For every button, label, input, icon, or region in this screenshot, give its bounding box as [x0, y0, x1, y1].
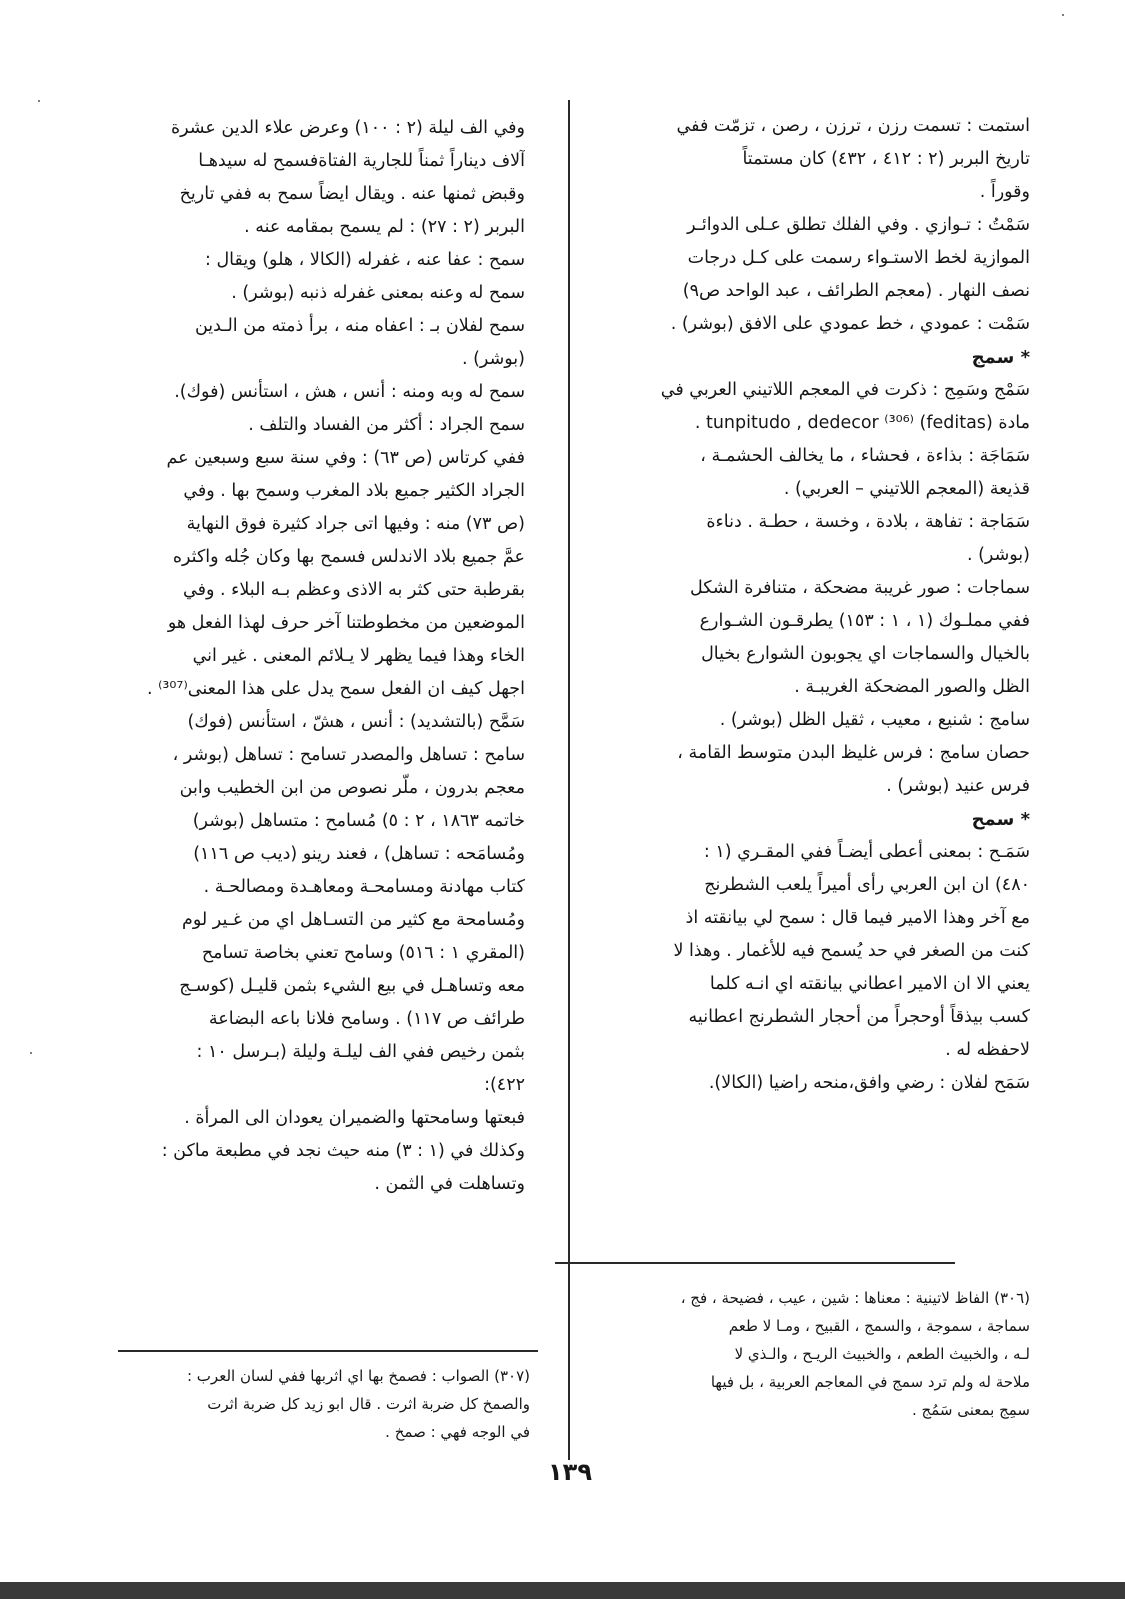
left-column: [95, 112, 525, 1201]
text-line: ٤٢٢):: [484, 1075, 525, 1095]
text-line: سمح له وبه ومنه : أنس ، هش ، استأنس (فوك).: [174, 382, 525, 402]
text-line: بقرطبة حتى كثر به الاذى وعظم بـه البلاء . وفي: [183, 580, 525, 600]
text-line: كنت من الصغر في حد يُسمح فيه للأغمار . وهذا لا: [673, 941, 1030, 961]
text-line: ففي كرتاس (ص ٦٣) : وفي سنة سبع وسبعين عم: [166, 448, 525, 468]
text-line: ففي مملـوك (١ ، ١ : ١٥٣) يطرقـون الشـوارع: [699, 611, 1030, 631]
text-line: يعني الا ان الامير اعطاني بيانقته اي انـه كلما: [709, 974, 1030, 994]
text-line: (ص ٧٣) منه : وفيها اتى جراد كثيرة فوق النهاية: [186, 514, 525, 534]
text-line: حصان سامج : فرس غليظ البدن متوسط القامة ،: [677, 743, 1030, 763]
section-heading: * سمج: [971, 347, 1030, 368]
scan-bottom-edge: [0, 1582, 1125, 1599]
scan-speck: [30, 1052, 32, 1054]
text-line: مادة (feditas) tunpitudo , dedecor ⁽³⁰⁶⁾ .: [694, 413, 1030, 433]
text-line: اجهل كيف ان الفعل سمح يدل على هذا المعنى⁽³⁰⁷⁾ .: [146, 679, 525, 699]
text-line: سَمَـح : بمعنى أعطى أيضـاً ففي المقـري (١ :: [703, 842, 1030, 862]
text-line: مع آخر وهذا الامير فيما قال : سمح لي بيانقته اذ: [685, 908, 1030, 928]
text-line: سمح له وعنه بمعنى غفرله ذنبه (بوشر) .: [231, 283, 525, 303]
text-line: (بوشر) .: [966, 545, 1030, 565]
text-line: خاتمه ١٨٦٣ ، ٢ : ٥) مُسامح : متساهل (بوشر): [192, 811, 525, 831]
footnote-line: سمِج بمعنى سَمُج .: [911, 1401, 1030, 1419]
text-line: نصف النهار . (معجم الطرائف ، عبد الواحد ص٩): [682, 281, 1030, 301]
text-line: ومُسامَحه : تساهل) ، فعند رينو (ديب ص ١١٦): [193, 844, 525, 864]
footnote-left: [90, 1362, 530, 1446]
text-line: وفي الف ليلة (٢ : ١٠٠) وعرض علاء الدين عشرة: [170, 118, 525, 138]
text-line: لاحفظه له .: [945, 1040, 1030, 1060]
text-line: وقوراً .: [979, 182, 1030, 202]
text-line: سَمَّح (بالتشديد) : أنس ، هشّ ، استأنس (فوك): [187, 712, 525, 732]
text-line: سَمَح لفلان : رضي وافق،منحه راضيا (الكالا).: [708, 1073, 1030, 1093]
footnote-line: (٣٠٦) الفاظ لاتينية : معناها : شين ، عيب ، فضيحة ، فج ،: [680, 1289, 1030, 1307]
text-line: كسب بيذقاً أوحجراً من أحجار الشطرنج اعطانيه: [688, 1007, 1030, 1027]
text-line: وتساهلت في الثمن .: [374, 1174, 525, 1194]
text-line: كتاب مهادنة ومسامحـة ومعاهـدة ومصالحـة .: [203, 877, 525, 897]
text-line: سَمَاجَة : بذاءة ، فحشاء ، ما يخالف الحشمـة ،: [700, 446, 1030, 466]
footnote-right: [575, 1284, 1030, 1424]
text-line: آلاف ديناراً ثمناً للجارية الفتاةفسمح له سيدهـا: [198, 151, 525, 171]
text-line: سمح لفلان بـ : اعفاه منه ، برأ ذمته من الـدين: [194, 316, 525, 336]
text-line: ومُسامحة مع كثير من التسـاهل اي من غـير لوم: [182, 910, 525, 930]
footnote-line: لـه ، والخبيث الطعم ، والخبيث الريـح ، والـذي لا: [734, 1345, 1030, 1363]
footnote-rule-right: [555, 1262, 955, 1264]
text-line: بالخيال والسماجات اي يجوبون الشوارع بخيال: [701, 644, 1030, 664]
right-column: [590, 110, 1030, 1100]
text-line: الموازية لخط الاستـواء رسمت على كـل درجات: [687, 248, 1030, 268]
text-line: الظل والصور المضحكة الغريبـة .: [794, 677, 1030, 697]
footnote-line: ملاحة له ولم ترد سمج في المعاجم العربية ، بل فيها: [710, 1373, 1030, 1391]
text-line: معجم بدرون ، ملّر نصوص من ابن الخطيب وابن: [179, 778, 525, 798]
text-line: بثمن رخيص ففي الف ليلـة وليلة (بـرسل ١٠ :: [196, 1042, 525, 1062]
page-number: ١٣٩: [548, 1458, 592, 1486]
footnote-line: سماجة ، سموجة ، والسمج ، القبيح ، ومـا لا طعم: [728, 1317, 1030, 1335]
text-line: قذيعة (المعجم اللاتيني – العربي) .: [783, 479, 1030, 499]
footnote-line: (٣٠٧) الصواب : فصمخ بها اي اثربها ففي لسان العرب :: [186, 1367, 530, 1385]
footnote-rule-left: [118, 1350, 538, 1352]
text-line: (بوشر) .: [461, 349, 525, 369]
text-line: سمح الجراد : أكثر من الفساد والتلف .: [248, 415, 525, 435]
scan-speck: [1062, 14, 1064, 16]
text-line: سامح : تساهل والمصدر تسامح : تساهل (بوشر ،: [172, 745, 525, 765]
text-line: معه وتساهـل في بيع الشيء بثمن قليـل (كوسـج: [179, 976, 525, 996]
text-line: سَمْج وسَمِج : ذكرت في المعجم اللاتيني العربي في: [660, 380, 1030, 400]
text-line: ٤٨٠) ان ابن العربي رأى أميراً يلعب الشطرنج: [704, 875, 1030, 895]
scan-speck: [38, 100, 40, 102]
text-line: استمت : تسمت رزن ، ترزن ، رصن ، تزمّت ففي: [676, 116, 1030, 136]
footnote-line: في الوجه فهي : صمخ .: [385, 1423, 530, 1441]
text-line: وقبض ثمنها عنه . ويقال ايضاً سمح به ففي تاريخ: [179, 184, 525, 204]
section-heading: * سمح: [971, 809, 1030, 830]
text-line: سمح : عفا عنه ، غفرله (الكالا ، هلو) ويقال :: [204, 250, 525, 270]
text-line: الخاء وهذا فيما يظهر لا يـلائم المعنى . غير اني: [192, 646, 525, 666]
text-line: سَمْت : عمودي ، خط عمودي على الافق (بوشر) .: [670, 314, 1030, 334]
text-line: سامج : شنيع ، معيب ، ثقيل الظل (بوشر) .: [719, 710, 1030, 730]
text-line: سَمْتُ : تـوازي . وفي الفلك تطلق عـلى الدوائـر: [687, 215, 1030, 235]
text-line: الموضعين من مخطوطتنا آخر حرف لهذا الفعل هو: [167, 613, 525, 633]
column-divider: [568, 100, 570, 1460]
text-line: طرائف ص ١١٧) . وسامح فلانا باعه البضاعة: [208, 1009, 525, 1029]
text-line: فرس عنيد (بوشر) .: [886, 776, 1030, 796]
text-line: البربر (٢ : ٢٧) : لم يسمح بمقامه عنه .: [244, 217, 525, 237]
text-line: (المقري ١ : ٥١٦) وسامح تعني بخاصة تسامح: [201, 943, 525, 963]
text-line: سماجات : صور غريبة مضحكة ، متنافرة الشكل: [690, 578, 1030, 598]
text-line: تاريخ البربر (٢ : ٤١٢ ، ٤٣٢) كان مستمتاً: [742, 149, 1030, 169]
text-line: وكذلك في (١ : ٣) منه حيث نجد في مطبعة ماكن :: [161, 1141, 525, 1161]
text-line: الجراد الكثير جميع بلاد المغرب وسمح بها . وفي: [183, 481, 525, 501]
text-line: عمَّ جميع بلاد الاندلس فسمح بها وكان جُله واكثره: [172, 547, 525, 567]
footnote-line: والصمخ كل ضربة اثرت . قال ابو زيد كل ضربة اثرت: [207, 1395, 530, 1413]
text-line: سَمَاجة : تفاهة ، بلادة ، وخسة ، حطـة . دناءة: [706, 512, 1030, 532]
text-line: فبعتها وسامحتها والضميران يعودان الى المرأة .: [184, 1108, 525, 1128]
